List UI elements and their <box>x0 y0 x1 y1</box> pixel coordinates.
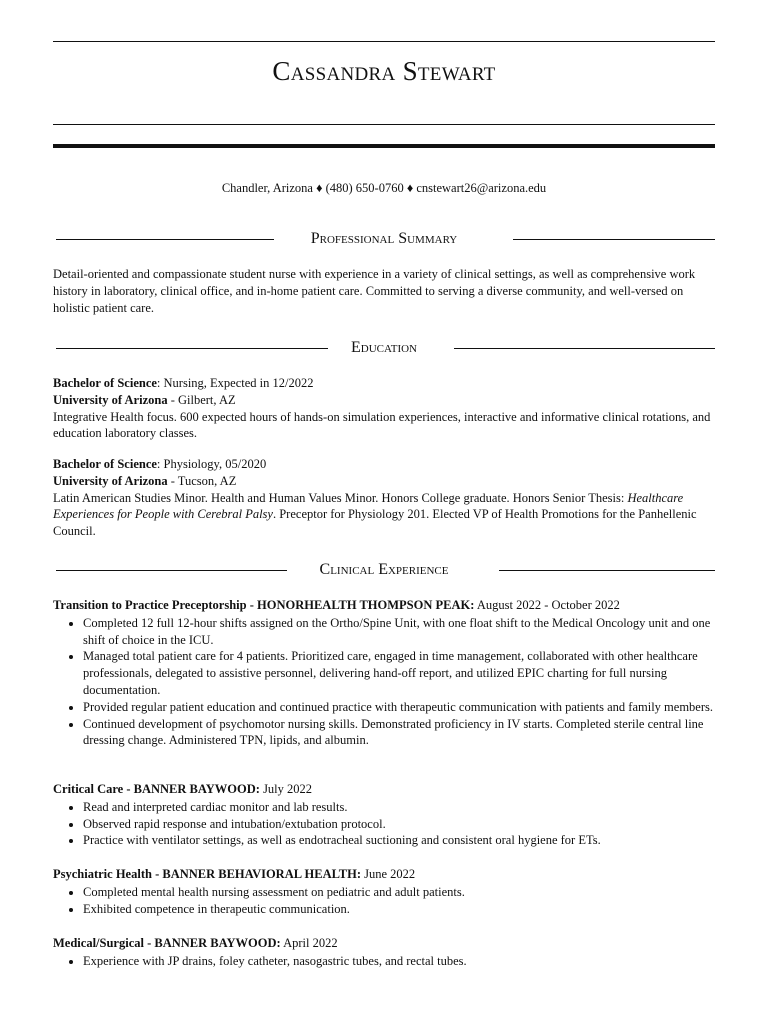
thesis-title: Healthcare Experiences for People with Cerebral Palsy <box>53 490 684 522</box>
education-details: Integrative Health focus. 600 expected hours of hands-on simulation experiences, interactive and informative clinical rotations, and education laboratory classes. <box>53 409 711 441</box>
education-heading <box>53 338 715 358</box>
degree: Bachelor of Science <box>53 457 157 471</box>
role-date: July 2022 <box>259 782 313 796</box>
degree-line <box>53 375 715 392</box>
bullet-list <box>53 615 715 749</box>
heading-rule-right <box>513 239 715 240</box>
degree-field: : Physiology, 05/2020 <box>156 457 267 471</box>
degree-line <box>53 456 715 473</box>
bullet-list <box>53 953 715 970</box>
school-location: - Gilbert, AZ <box>167 392 236 407</box>
experience-entry <box>53 935 715 970</box>
role-date: April 2022 <box>280 936 338 950</box>
bullet-item: • Completed 12 full 12-hour shifts assigned on the Ortho/Spine Unit, with one float shift to the Medical Oncology unit and one shift of choice in the ICU. <box>83 615 715 649</box>
education-entry <box>53 456 715 540</box>
heading-rule-right <box>499 570 715 571</box>
role-line <box>53 597 715 614</box>
school-location: - Tucson, AZ <box>167 473 237 488</box>
school: University of Arizona <box>53 392 168 407</box>
bullet-item: • Completed mental health nursing assessment on pediatric and adult patients. <box>83 884 715 901</box>
contact-line: Chandler, Arizona ♦ (480) 650-0760 ♦ cnstewart26@arizona.edu <box>221 181 547 195</box>
summary-title: Professional Summary <box>310 230 458 247</box>
summary-text-block <box>53 266 715 316</box>
education-entry <box>53 375 715 442</box>
role-line <box>53 866 715 883</box>
bullet-list <box>53 884 715 918</box>
bullet-item: • Observed rapid response and intubation/extubation protocol. <box>83 816 715 833</box>
bullet-item: • Managed total patient care for 4 patients. Prioritized care, engaged in time management, collaborated with other healthcare professionals, delegated to assistive personnel, delivering hand-off report, and utilized EPIC charting for full nursing documentation. <box>83 648 715 698</box>
education-title: Education <box>351 339 417 356</box>
details-text: Latin American Studies Minor. Health and Human Values Minor. Honors College graduate. Honors Senior Thesis: <box>53 490 628 505</box>
bullet-item: • Continued development of psychomotor nursing skills. Demonstrated proficiency in IV starts. Completed sterile central line dressing change. Administered TPN, lipids, and albumin. <box>83 716 715 750</box>
top-rule <box>53 41 715 42</box>
details-text: . Preceptor for Physiology 201. Elected VP of Health Promotions for the Panhellenic Council. <box>53 507 697 539</box>
role-date: August 2022 - October 2022 <box>474 598 620 612</box>
role-title: Transition to Practice Preceptorship - HONORHEALTH THOMPSON PEAK: <box>53 598 475 612</box>
school-line <box>53 392 715 409</box>
clinical-heading <box>53 560 715 580</box>
degree: Bachelor of Science <box>53 376 157 390</box>
experience-entry <box>53 781 715 849</box>
bullet-item: • Provided regular patient education and continued practice with therapeutic communication with patients and family members. <box>83 699 715 716</box>
bullet-item: • Practice with ventilator settings, as well as endotracheal suctioning and consistent oral hygiene for ETs. <box>83 832 715 849</box>
degree-field: : Nursing, Expected in 12/2022 <box>156 376 314 390</box>
bullet-item: • Read and interpreted cardiac monitor and lab results. <box>83 799 715 816</box>
role-title: Psychiatric Health - BANNER BEHAVIORAL HEALTH: <box>53 867 362 881</box>
experience-entry <box>53 597 715 749</box>
role-line <box>53 935 715 952</box>
heading-rule-right <box>454 348 715 349</box>
role-title: Medical/Surgical - BANNER BAYWOOD: <box>53 936 281 950</box>
bullet-item: • Exhibited competence in therapeutic communication. <box>83 901 715 918</box>
school: University of Arizona <box>53 473 168 488</box>
education-details <box>53 490 715 540</box>
experience-entry <box>53 866 715 917</box>
candidate-name: Cassandra Stewart <box>272 56 496 86</box>
summary-text: Detail-oriented and compassionate student nurse with experience in a variety of clinical settings, as well as comprehensive work history in laboratory, clinical office, and in-home patient care. Committed to serving a diverse community, and well-versed on holistic patient care. <box>53 267 696 315</box>
role-title: Critical Care - BANNER BAYWOOD: <box>53 782 260 796</box>
summary-heading <box>53 229 715 249</box>
name-underline-thick <box>53 144 715 148</box>
bullet-item: • Experience with JP drains, foley catheter, nasogastric tubes, and rectal tubes. <box>83 953 715 970</box>
name-underline-thin <box>53 124 715 125</box>
clinical-title: Clinical Experience <box>319 561 449 578</box>
role-line <box>53 781 715 798</box>
school-line <box>53 473 715 490</box>
role-date: June 2022 <box>361 867 416 881</box>
bullet-list <box>53 799 715 849</box>
